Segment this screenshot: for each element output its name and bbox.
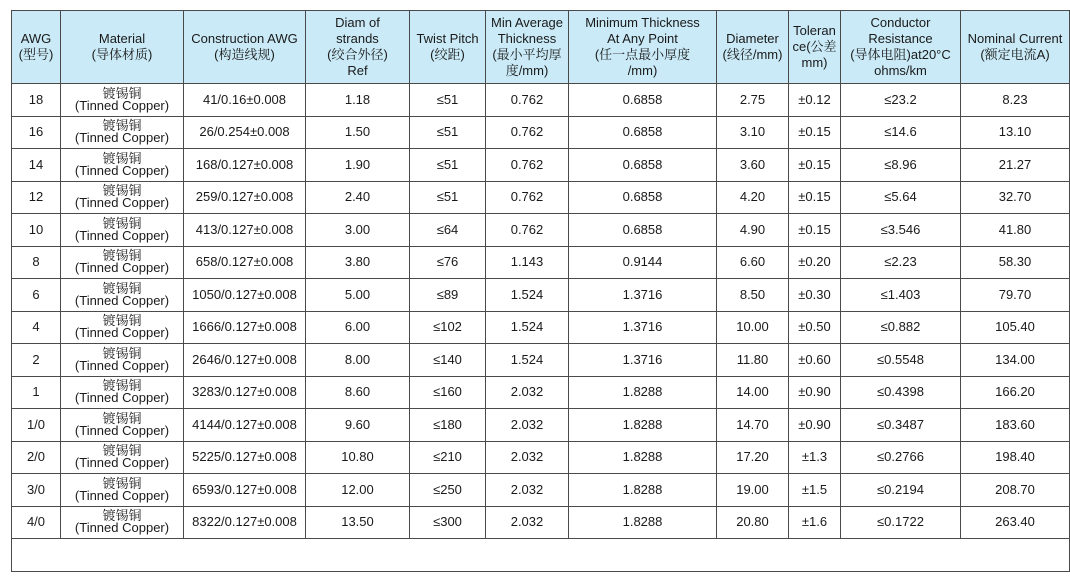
table-row (12, 311, 1070, 344)
cell-awg: 6 (12, 279, 61, 312)
cell-construction: 259/0.127±0.008 (184, 181, 306, 214)
material-cn: 镀锡铜 (102, 85, 142, 101)
cell-twist-pitch: ≤89 (410, 279, 486, 312)
cell-min-thickness-point: 1.3716 (569, 279, 717, 312)
cell-awg: 3/0 (12, 474, 61, 507)
cell-material (61, 474, 184, 507)
cell-min-avg-thickness: 2.032 (486, 409, 569, 442)
cell-material (61, 376, 184, 409)
cell-tolerance: ±0.50 (789, 311, 841, 344)
material-en: (Tinned Copper) (74, 130, 170, 146)
cell-min-avg-thickness: 2.032 (486, 376, 569, 409)
cell-construction: 5225/0.127±0.008 (184, 441, 306, 474)
cell-min-thickness-point: 1.8288 (569, 376, 717, 409)
material-en: (Tinned Copper) (74, 520, 170, 536)
cell-twist-pitch: ≤76 (410, 246, 486, 279)
table-row (12, 506, 1070, 539)
cell-tolerance: ±0.15 (789, 181, 841, 214)
cell-current: 183.60 (961, 409, 1070, 442)
cell-current: 58.30 (961, 246, 1070, 279)
spacer-row (12, 539, 1070, 572)
cell-diam-strands: 13.50 (306, 506, 410, 539)
material-cn: 镀锡铜 (102, 345, 142, 361)
cell-min-avg-thickness: 0.762 (486, 116, 569, 149)
material-cn: 镀锡铜 (102, 280, 142, 296)
table-row (12, 181, 1070, 214)
cell-twist-pitch: ≤51 (410, 116, 486, 149)
cell-awg: 4/0 (12, 506, 61, 539)
material-cn: 镀锡铜 (102, 248, 142, 264)
cell-tolerance: ±0.30 (789, 279, 841, 312)
cell-diam-strands: 2.40 (306, 181, 410, 214)
cell-diameter: 3.60 (717, 149, 789, 182)
cell-resistance: ≤0.5548 (841, 344, 961, 377)
cell-min-avg-thickness: 0.762 (486, 181, 569, 214)
cell-resistance: ≤14.6 (841, 116, 961, 149)
header-row (12, 11, 1070, 84)
cell-resistance: ≤0.2766 (841, 441, 961, 474)
cell-awg: 2/0 (12, 441, 61, 474)
cell-current: 166.20 (961, 376, 1070, 409)
cell-construction: 1050/0.127±0.008 (184, 279, 306, 312)
cell-awg: 1/0 (12, 409, 61, 442)
header-twist-pitch: Twist Pitch (绞距) (410, 11, 486, 84)
cell-diameter: 3.10 (717, 116, 789, 149)
cell-min-avg-thickness: 0.762 (486, 214, 569, 247)
cell-resistance: ≤5.64 (841, 181, 961, 214)
cell-awg: 10 (12, 214, 61, 247)
material-en: (Tinned Copper) (74, 162, 170, 178)
material-cn: 镀锡铜 (102, 508, 142, 524)
cell-twist-pitch: ≤140 (410, 344, 486, 377)
material-cn: 镀锡铜 (102, 378, 142, 394)
header-material: Material (导体材质) (61, 11, 184, 84)
header-current: Nominal Current (额定电流A) (961, 11, 1070, 84)
cell-min-thickness-point: 1.8288 (569, 409, 717, 442)
cell-diameter: 20.80 (717, 506, 789, 539)
header-min-avg-thickness: Min Average Thickness (最小平均厚 度/mm) (486, 11, 569, 84)
header-min-thickness-point: Minimum Thickness At Any Point (任一点最小厚度 /mm) (569, 11, 717, 84)
cell-awg: 4 (12, 311, 61, 344)
cell-current: 263.40 (961, 506, 1070, 539)
cell-material (61, 116, 184, 149)
cell-material (61, 311, 184, 344)
cable-spec-table (11, 10, 1070, 572)
header-diameter: Diameter (线径/mm) (717, 11, 789, 84)
cell-current: 13.10 (961, 116, 1070, 149)
cell-current: 32.70 (961, 181, 1070, 214)
cell-min-avg-thickness: 2.032 (486, 474, 569, 507)
cell-diam-strands: 3.80 (306, 246, 410, 279)
cell-resistance: ≤2.23 (841, 246, 961, 279)
table-row (12, 376, 1070, 409)
cell-resistance: ≤0.882 (841, 311, 961, 344)
material-en: (Tinned Copper) (74, 260, 170, 276)
cell-min-thickness-point: 0.6858 (569, 214, 717, 247)
material-cn: 镀锡铜 (102, 215, 142, 231)
header-diam-strands: Diam of strands (绞合外径) Ref (306, 11, 410, 84)
cell-twist-pitch: ≤102 (410, 311, 486, 344)
material-cn: 镀锡铜 (102, 313, 142, 329)
cell-material (61, 149, 184, 182)
cell-diameter: 11.80 (717, 344, 789, 377)
material-en: (Tinned Copper) (74, 227, 170, 243)
cell-diameter: 4.20 (717, 181, 789, 214)
cell-twist-pitch: ≤180 (410, 409, 486, 442)
cell-tolerance: ±1.6 (789, 506, 841, 539)
cell-diam-strands: 5.00 (306, 279, 410, 312)
table-row (12, 149, 1070, 182)
cell-awg: 8 (12, 246, 61, 279)
cell-min-thickness-point: 0.6858 (569, 181, 717, 214)
cell-material (61, 409, 184, 442)
cell-min-thickness-point: 0.6858 (569, 116, 717, 149)
cell-min-avg-thickness: 0.762 (486, 84, 569, 117)
cell-material (61, 344, 184, 377)
cell-tolerance: ±1.5 (789, 474, 841, 507)
table-row (12, 441, 1070, 474)
cell-min-thickness-point: 1.3716 (569, 344, 717, 377)
cell-diam-strands: 8.00 (306, 344, 410, 377)
cell-twist-pitch: ≤64 (410, 214, 486, 247)
cell-diameter: 19.00 (717, 474, 789, 507)
cell-tolerance: ±0.12 (789, 84, 841, 117)
cell-diam-strands: 1.90 (306, 149, 410, 182)
cell-min-thickness-point: 1.8288 (569, 441, 717, 474)
cell-construction: 413/0.127±0.008 (184, 214, 306, 247)
cell-current: 21.27 (961, 149, 1070, 182)
table-row (12, 279, 1070, 312)
cell-current: 8.23 (961, 84, 1070, 117)
table-row (12, 214, 1070, 247)
cell-construction: 168/0.127±0.008 (184, 149, 306, 182)
cell-resistance: ≤23.2 (841, 84, 961, 117)
table-row (12, 474, 1070, 507)
header-construction: Construction AWG (构造线规) (184, 11, 306, 84)
table-row (12, 344, 1070, 377)
cell-min-avg-thickness: 1.524 (486, 279, 569, 312)
cell-construction: 1666/0.127±0.008 (184, 311, 306, 344)
cell-construction: 2646/0.127±0.008 (184, 344, 306, 377)
cell-construction: 26/0.254±0.008 (184, 116, 306, 149)
material-en: (Tinned Copper) (74, 455, 170, 471)
cell-min-avg-thickness: 1.143 (486, 246, 569, 279)
cell-material (61, 214, 184, 247)
material-cn: 镀锡铜 (102, 183, 142, 199)
material-en: (Tinned Copper) (74, 357, 170, 373)
cell-diameter: 14.70 (717, 409, 789, 442)
cell-awg: 18 (12, 84, 61, 117)
cell-resistance: ≤1.403 (841, 279, 961, 312)
cell-tolerance: ±0.20 (789, 246, 841, 279)
cell-min-avg-thickness: 2.032 (486, 506, 569, 539)
cell-current: 41.80 (961, 214, 1070, 247)
material-cn: 镀锡铜 (102, 475, 142, 491)
table-row (12, 246, 1070, 279)
cell-material (61, 506, 184, 539)
cell-construction: 3283/0.127±0.008 (184, 376, 306, 409)
cell-tolerance: ±0.90 (789, 409, 841, 442)
cell-twist-pitch: ≤51 (410, 84, 486, 117)
cell-construction: 658/0.127±0.008 (184, 246, 306, 279)
cell-min-thickness-point: 0.6858 (569, 149, 717, 182)
cell-twist-pitch: ≤300 (410, 506, 486, 539)
header-tolerance: Toleran ce(公差 mm) (789, 11, 841, 84)
table-row (12, 116, 1070, 149)
cell-material (61, 279, 184, 312)
cell-diam-strands: 1.50 (306, 116, 410, 149)
cell-awg: 2 (12, 344, 61, 377)
cell-construction: 8322/0.127±0.008 (184, 506, 306, 539)
cell-awg: 14 (12, 149, 61, 182)
cell-min-avg-thickness: 2.032 (486, 441, 569, 474)
cell-current: 79.70 (961, 279, 1070, 312)
cell-current: 105.40 (961, 311, 1070, 344)
cell-diameter: 17.20 (717, 441, 789, 474)
cell-min-thickness-point: 0.6858 (569, 84, 717, 117)
cell-twist-pitch: ≤250 (410, 474, 486, 507)
cell-material (61, 441, 184, 474)
cell-resistance: ≤8.96 (841, 149, 961, 182)
cell-tolerance: ±0.15 (789, 214, 841, 247)
cell-min-thickness-point: 1.3716 (569, 311, 717, 344)
cell-twist-pitch: ≤210 (410, 441, 486, 474)
cell-construction: 6593/0.127±0.008 (184, 474, 306, 507)
table-row (12, 84, 1070, 117)
cell-diam-strands: 12.00 (306, 474, 410, 507)
material-cn: 镀锡铜 (102, 150, 142, 166)
cell-diameter: 10.00 (717, 311, 789, 344)
cell-twist-pitch: ≤160 (410, 376, 486, 409)
cell-awg: 1 (12, 376, 61, 409)
cell-tolerance: ±0.90 (789, 376, 841, 409)
cell-awg: 16 (12, 116, 61, 149)
cell-min-thickness-point: 1.8288 (569, 474, 717, 507)
cell-diam-strands: 10.80 (306, 441, 410, 474)
header-resistance: Conductor Resistance (导体电阻)at20°C ohms/km (841, 11, 961, 84)
cell-diameter: 4.90 (717, 214, 789, 247)
cell-twist-pitch: ≤51 (410, 181, 486, 214)
cell-construction: 4144/0.127±0.008 (184, 409, 306, 442)
material-en: (Tinned Copper) (74, 97, 170, 113)
cell-diam-strands: 3.00 (306, 214, 410, 247)
cell-diam-strands: 8.60 (306, 376, 410, 409)
spacer-cell (12, 539, 1070, 572)
cell-min-thickness-point: 0.9144 (569, 246, 717, 279)
cell-awg: 12 (12, 181, 61, 214)
cell-diam-strands: 9.60 (306, 409, 410, 442)
cell-diameter: 6.60 (717, 246, 789, 279)
table-row (12, 409, 1070, 442)
cell-diam-strands: 6.00 (306, 311, 410, 344)
cell-min-avg-thickness: 1.524 (486, 311, 569, 344)
material-en: (Tinned Copper) (74, 487, 170, 503)
material-en: (Tinned Copper) (74, 195, 170, 211)
cell-resistance: ≤3.546 (841, 214, 961, 247)
cell-twist-pitch: ≤51 (410, 149, 486, 182)
cell-tolerance: ±0.60 (789, 344, 841, 377)
cell-material (61, 84, 184, 117)
cell-tolerance: ±0.15 (789, 149, 841, 182)
cell-diam-strands: 1.18 (306, 84, 410, 117)
cell-tolerance: ±1.3 (789, 441, 841, 474)
cell-construction: 41/0.16±0.008 (184, 84, 306, 117)
cell-resistance: ≤0.1722 (841, 506, 961, 539)
cell-min-avg-thickness: 1.524 (486, 344, 569, 377)
cell-resistance: ≤0.2194 (841, 474, 961, 507)
header-awg: AWG (型号) (12, 11, 61, 84)
cell-tolerance: ±0.15 (789, 116, 841, 149)
material-cn: 镀锡铜 (102, 443, 142, 459)
cell-diameter: 14.00 (717, 376, 789, 409)
cell-min-avg-thickness: 0.762 (486, 149, 569, 182)
material-cn: 镀锡铜 (102, 118, 142, 134)
cell-resistance: ≤0.3487 (841, 409, 961, 442)
material-en: (Tinned Copper) (74, 422, 170, 438)
material-en: (Tinned Copper) (74, 390, 170, 406)
material-en: (Tinned Copper) (74, 292, 170, 308)
material-cn: 镀锡铜 (102, 410, 142, 426)
cell-min-thickness-point: 1.8288 (569, 506, 717, 539)
cell-material (61, 246, 184, 279)
cell-resistance: ≤0.4398 (841, 376, 961, 409)
cell-current: 208.70 (961, 474, 1070, 507)
cell-diameter: 2.75 (717, 84, 789, 117)
cell-diameter: 8.50 (717, 279, 789, 312)
cell-material (61, 181, 184, 214)
cell-current: 198.40 (961, 441, 1070, 474)
cell-current: 134.00 (961, 344, 1070, 377)
material-en: (Tinned Copper) (74, 325, 170, 341)
